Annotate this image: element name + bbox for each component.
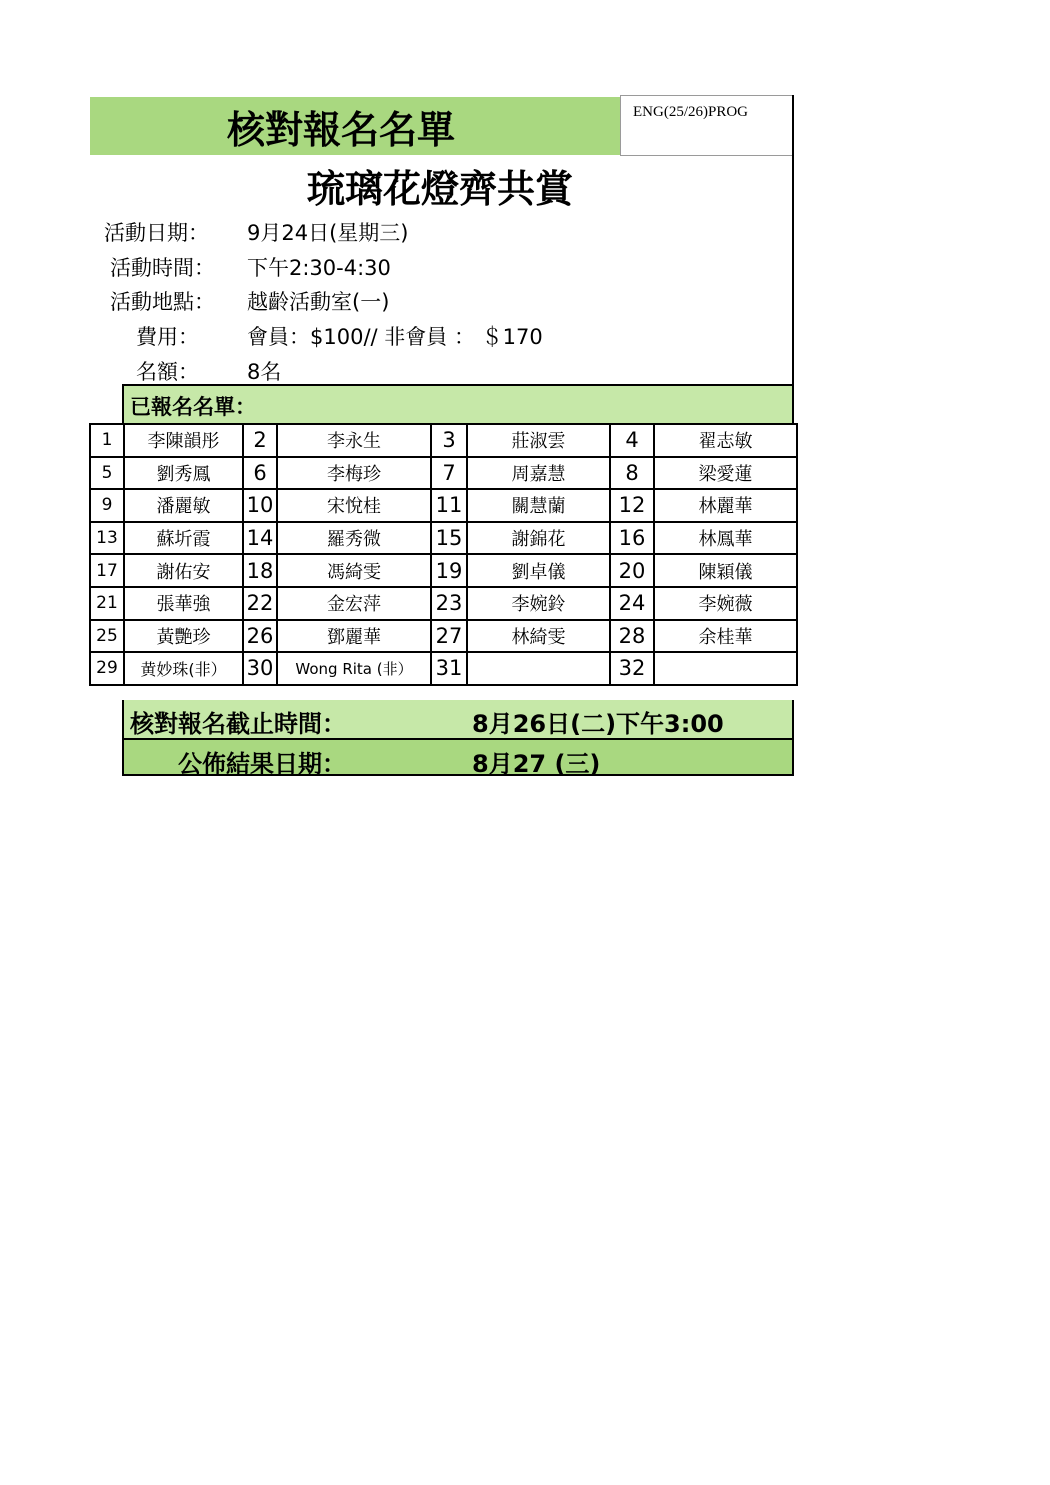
entry-name: 劉卓儀 — [467, 554, 610, 587]
table-row — [90, 554, 797, 587]
table-row — [90, 652, 797, 685]
entry-number: 26 — [243, 620, 277, 653]
entry-number: 21 — [90, 587, 124, 620]
announce-label: 公佈結果日期： — [178, 750, 346, 778]
entry-number: 20 — [610, 554, 654, 587]
entry-number: 7 — [431, 457, 467, 490]
announce-row — [122, 738, 794, 776]
entry-name: 李梅珍 — [277, 457, 431, 490]
entry-name: 劉秀鳳 — [124, 457, 243, 490]
entry-number: 16 — [610, 522, 654, 555]
fee-label: 費用： — [136, 325, 199, 349]
entry-name: 李婉薇 — [654, 587, 797, 620]
entry-number: 18 — [243, 554, 277, 587]
entry-name: 莊淑雲 — [467, 424, 610, 457]
page-title: 核對報名名單 — [90, 97, 622, 155]
entry-name: 潘麗敏 — [124, 489, 243, 522]
time-value: 下午2:30-4:30 — [247, 256, 391, 280]
entry-name — [654, 652, 797, 685]
entry-name: 林鳳華 — [654, 522, 797, 555]
entry-name: 馮綺雯 — [277, 554, 431, 587]
entry-name: 宋悅桂 — [277, 489, 431, 522]
entry-number: 5 — [90, 457, 124, 490]
entry-number: 29 — [90, 652, 124, 685]
entry-number: 19 — [431, 554, 467, 587]
quota-value: 8名 — [247, 360, 282, 384]
entry-number: 10 — [243, 489, 277, 522]
date-value: 9月24日(星期三) — [247, 221, 409, 245]
entry-number: 14 — [243, 522, 277, 555]
entry-number: 13 — [90, 522, 124, 555]
entry-name: 黃艷珍 — [124, 620, 243, 653]
event-name: 琉璃花燈齊共賞 — [306, 167, 573, 211]
entry-number: 11 — [431, 489, 467, 522]
roster-table — [89, 423, 798, 686]
entry-number: 30 — [243, 652, 277, 685]
entry-name: 林綺雯 — [467, 620, 610, 653]
time-label: 活動時間： — [110, 256, 215, 280]
entry-name: 張華強 — [124, 587, 243, 620]
entry-name: 陳穎儀 — [654, 554, 797, 587]
table-row — [90, 424, 797, 457]
entry-number: 1 — [90, 424, 124, 457]
place-value: 越齡活動室(一) — [247, 290, 390, 314]
entry-number: 3 — [431, 424, 467, 457]
right-border — [792, 95, 794, 386]
entry-name: 李永生 — [277, 424, 431, 457]
entry-number: 23 — [431, 587, 467, 620]
entry-name: 周嘉慧 — [467, 457, 610, 490]
entry-name: 鄧麗華 — [277, 620, 431, 653]
entry-name: 蘇圻霞 — [124, 522, 243, 555]
deadline-label: 核對報名截止時間： — [130, 710, 346, 738]
table-row — [90, 522, 797, 555]
entry-name: 李婉鈴 — [467, 587, 610, 620]
deadline-row — [122, 700, 794, 738]
entry-number: 17 — [90, 554, 124, 587]
entry-number: 2 — [243, 424, 277, 457]
entry-number: 27 — [431, 620, 467, 653]
entry-number: 25 — [90, 620, 124, 653]
program-code: ENG(25/26)PROG — [620, 95, 794, 156]
entry-number: 15 — [431, 522, 467, 555]
entry-name: 謝佑安 — [124, 554, 243, 587]
entry-number: 9 — [90, 489, 124, 522]
fee-value: 會員：$100// 非會員 ： ＄170 — [247, 325, 543, 349]
entry-number: 6 — [243, 457, 277, 490]
table-row — [90, 457, 797, 490]
table-row — [90, 620, 797, 653]
table-row — [90, 489, 797, 522]
entry-number: 28 — [610, 620, 654, 653]
entry-number: 8 — [610, 457, 654, 490]
entry-number: 32 — [610, 652, 654, 685]
entry-name: 梁愛蓮 — [654, 457, 797, 490]
deadline-value: 8月26日(二)下午3:00 — [472, 710, 724, 738]
entry-number: 4 — [610, 424, 654, 457]
entry-number: 12 — [610, 489, 654, 522]
entry-name: 謝錦花 — [467, 522, 610, 555]
entry-number: 24 — [610, 587, 654, 620]
date-label: 活動日期： — [104, 221, 209, 245]
entry-name: 林麗華 — [654, 489, 797, 522]
entry-name: 羅秀微 — [277, 522, 431, 555]
entry-number: 22 — [243, 587, 277, 620]
entry-number: 31 — [431, 652, 467, 685]
entry-name: 李陳韻彤 — [124, 424, 243, 457]
quota-label: 名額： — [136, 360, 199, 384]
entry-name: 翟志敏 — [654, 424, 797, 457]
entry-name: Wong Rita (非） — [277, 652, 431, 685]
registered-header: 已報名名單： — [122, 384, 794, 424]
entry-name: 黄妙珠(非） — [124, 652, 243, 685]
place-label: 活動地點： — [110, 290, 215, 314]
table-row — [90, 587, 797, 620]
entry-name: 關慧蘭 — [467, 489, 610, 522]
entry-name — [467, 652, 610, 685]
entry-name: 金宏萍 — [277, 587, 431, 620]
entry-name: 余桂華 — [654, 620, 797, 653]
announce-value: 8月27 (三) — [472, 750, 601, 778]
